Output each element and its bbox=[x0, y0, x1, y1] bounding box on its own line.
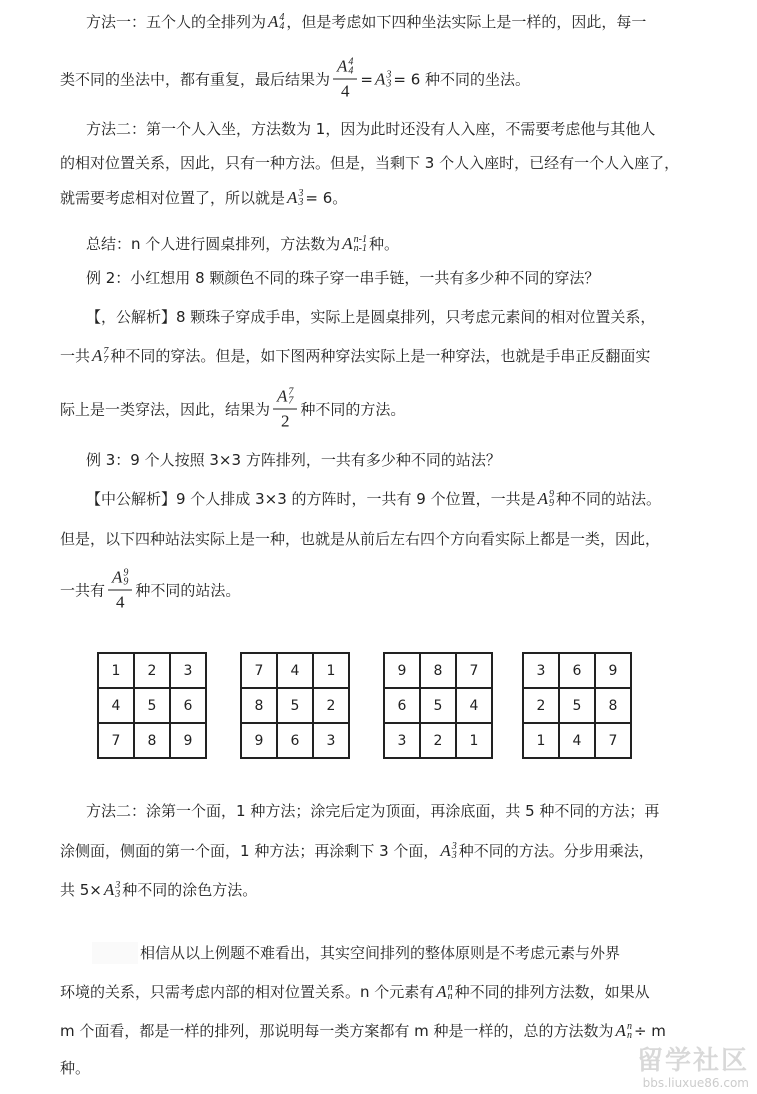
fraction bbox=[108, 568, 132, 613]
superscript: n bbox=[626, 1021, 632, 1032]
subscript: 3 bbox=[115, 889, 121, 900]
superscript: 3 bbox=[115, 880, 121, 891]
grid-cell: 5 bbox=[559, 688, 595, 723]
text-run: 的相对位置关系，因此，只有一种方法。但是，当剩下 3 个人入座时，已经有一个人入座了， bbox=[60, 154, 680, 172]
text-run: 类不同的坐法中，都有重复，最后结果为 bbox=[60, 70, 331, 88]
permutation-symbol bbox=[342, 234, 367, 254]
grid-cell: 3 bbox=[170, 653, 206, 688]
symbol-indices bbox=[288, 388, 293, 406]
symbol-indices bbox=[386, 70, 391, 88]
text-line bbox=[60, 880, 257, 900]
text-run: 种不同的站法。 bbox=[135, 581, 241, 599]
symbol-base: A bbox=[374, 69, 386, 88]
symbol-base: A bbox=[287, 188, 298, 207]
text-run: 一共有 bbox=[60, 581, 106, 599]
symbol-base: A bbox=[337, 56, 348, 76]
text-run: 相信从以上例题不难看出，其实空间排列的整体原则是不考虑元素与外界 bbox=[140, 944, 621, 962]
text-run: 【中公解析】9 个人排成 3×3 的方阵时，一共有 9 个位置，一共是 bbox=[86, 490, 536, 508]
superscript: 9 bbox=[548, 489, 554, 500]
number-grid bbox=[240, 652, 350, 759]
symbol-base: A bbox=[277, 386, 288, 406]
text-run: 【，公解析】8 颗珠子穿成手串，实际上是圆桌排列，只考虑元素间的相对位置关系， bbox=[86, 308, 656, 326]
grid-cell: 9 bbox=[595, 653, 631, 688]
grid-cell: 9 bbox=[384, 653, 420, 688]
symbol-indices bbox=[354, 235, 367, 253]
text-line bbox=[86, 801, 659, 821]
grid-cell: 4 bbox=[98, 688, 134, 723]
symbol-indices bbox=[298, 189, 303, 207]
text-run: 种不同的穿法。但是，如下图两种穿法实际上是一种穿法，也就是手串正反翻面实 bbox=[110, 347, 651, 365]
superscript: 9 bbox=[123, 567, 129, 579]
fraction-numerator bbox=[273, 387, 297, 410]
symbol-indices bbox=[348, 58, 353, 76]
text-run: 种不同的排列方法数，如果从 bbox=[454, 983, 650, 1001]
text-run: = 6 种不同的坐法。 bbox=[393, 70, 531, 88]
obscured-text bbox=[92, 942, 138, 964]
text-line bbox=[86, 268, 599, 288]
grid-cell: 8 bbox=[241, 688, 277, 723]
text-run: 际上是一类穿法，因此，结果为 bbox=[60, 400, 271, 418]
text-line bbox=[86, 119, 655, 139]
subscript: n bbox=[626, 1030, 632, 1041]
subscript: 9 bbox=[548, 498, 554, 509]
permutation-symbol bbox=[616, 1021, 632, 1041]
superscript: 7 bbox=[103, 346, 109, 357]
watermark bbox=[637, 1046, 749, 1090]
text-run: = bbox=[360, 70, 373, 88]
superscript: n bbox=[447, 982, 453, 993]
grid-cell: 6 bbox=[277, 723, 313, 758]
text-run: 总结：n 个人进行圆桌排列，方法数为 bbox=[86, 235, 341, 253]
symbol-base: A bbox=[112, 567, 123, 587]
fraction-denominator: 4 bbox=[115, 592, 125, 612]
permutation-symbol bbox=[375, 69, 391, 89]
symbol-indices bbox=[452, 842, 457, 860]
subscript: 4 bbox=[348, 65, 354, 77]
permutation-symbol bbox=[277, 387, 293, 407]
fraction bbox=[333, 57, 357, 102]
grid-cell: 1 bbox=[98, 653, 134, 688]
grid-cell: 2 bbox=[313, 688, 349, 723]
text-line bbox=[86, 489, 661, 509]
superscript: n-1 bbox=[353, 234, 368, 245]
symbol-indices bbox=[123, 569, 128, 587]
text-line bbox=[86, 12, 646, 32]
grid-cell: 5 bbox=[277, 688, 313, 723]
subscript: 3 bbox=[386, 78, 392, 89]
fraction-denominator: 2 bbox=[280, 411, 290, 431]
text-line bbox=[60, 387, 405, 432]
permutation-symbol bbox=[112, 568, 128, 588]
superscript: 7 bbox=[288, 386, 294, 398]
fraction-denominator: 4 bbox=[340, 81, 350, 101]
grid-cell: 5 bbox=[134, 688, 170, 723]
fraction-numerator bbox=[108, 568, 132, 591]
subscript: 4 bbox=[279, 21, 285, 32]
symbol-base: A bbox=[537, 489, 548, 508]
permutation-symbol bbox=[104, 880, 120, 900]
grid-cell: 2 bbox=[523, 688, 559, 723]
grid-cell: 7 bbox=[456, 653, 492, 688]
text-run: 例 3：9 个人按照 3×3 方阵排列，一共有多少种不同的站法？ bbox=[86, 451, 501, 469]
symbol-indices bbox=[549, 490, 554, 508]
number-grid bbox=[522, 652, 632, 759]
superscript: 4 bbox=[348, 56, 354, 68]
text-run: 方法二：第一个人入坐，方法数为 1，因为此时还没有人入座，不需要考虑他与其他人 bbox=[86, 120, 656, 138]
symbol-indices bbox=[103, 347, 108, 365]
symbol-base: A bbox=[92, 346, 103, 365]
text-line bbox=[86, 307, 655, 327]
symbol-indices bbox=[279, 13, 284, 31]
text-line bbox=[86, 450, 501, 470]
text-line bbox=[60, 982, 650, 1002]
text-line bbox=[60, 841, 654, 861]
symbol-indices bbox=[448, 983, 453, 1001]
grid-cell: 4 bbox=[559, 723, 595, 758]
text-run: 环境的关系，只需考虑内部的相对位置关系。n 个元素有 bbox=[60, 983, 435, 1001]
grid-cell: 9 bbox=[170, 723, 206, 758]
text-run: 种。 bbox=[369, 235, 400, 253]
grid-cell: 4 bbox=[277, 653, 313, 688]
text-run: 方法二：涂第一个面，1 种方法；涂完后定为顶面，再涂底面，共 5 种不同的方法；再 bbox=[86, 802, 660, 820]
text-line bbox=[140, 943, 620, 963]
superscript: 4 bbox=[279, 12, 285, 23]
grid-cell: 5 bbox=[420, 688, 456, 723]
watermark-url: bbs.liuxue86.com bbox=[642, 1076, 749, 1090]
text-run: ÷ m bbox=[633, 1022, 666, 1040]
text-run: 就需要考虑相对位置了，所以就是 bbox=[60, 189, 286, 207]
grid-cell: 1 bbox=[523, 723, 559, 758]
text-run: 种。 bbox=[60, 1059, 91, 1077]
text-line bbox=[86, 234, 399, 254]
grid-cell: 7 bbox=[241, 653, 277, 688]
subscript: 3 bbox=[451, 850, 457, 861]
grid-cell: 8 bbox=[595, 688, 631, 723]
grid-cell: 3 bbox=[523, 653, 559, 688]
fraction bbox=[273, 387, 297, 432]
subscript: n-1 bbox=[353, 243, 368, 254]
subscript: 3 bbox=[298, 197, 304, 208]
grid-cell: 8 bbox=[420, 653, 456, 688]
permutation-symbol bbox=[440, 841, 456, 861]
grid-cell: 3 bbox=[313, 723, 349, 758]
superscript: 3 bbox=[298, 188, 304, 199]
symbol-indices bbox=[627, 1022, 632, 1040]
text-run: 种不同的涂色方法。 bbox=[122, 881, 258, 899]
text-run: 共 5× bbox=[60, 881, 102, 899]
grid-cell: 8 bbox=[134, 723, 170, 758]
grid-cell: 6 bbox=[170, 688, 206, 723]
text-run: 但是，以下四种站法实际上是一种，也就是从前后左右四个方向看实际上都是一类，因此， bbox=[60, 530, 661, 548]
symbol-base: A bbox=[268, 12, 279, 31]
subscript: n bbox=[447, 991, 453, 1002]
permutation-symbol bbox=[538, 489, 554, 509]
symbol-base: A bbox=[436, 982, 447, 1001]
fraction-numerator bbox=[333, 57, 357, 80]
grid-cell: 2 bbox=[420, 723, 456, 758]
symbol-indices bbox=[115, 881, 120, 899]
subscript: 7 bbox=[288, 395, 294, 407]
text-run: = 6。 bbox=[305, 189, 348, 207]
subscript: 7 bbox=[103, 355, 109, 366]
subscript: 9 bbox=[123, 576, 129, 588]
grid-cell: 7 bbox=[595, 723, 631, 758]
text-run: 种不同的方法。分步用乘法， bbox=[458, 842, 654, 860]
text-run: 涂侧面，侧面的第一个面，1 种方法；再涂剩下 3 个面， bbox=[60, 842, 439, 860]
symbol-base: A bbox=[440, 841, 451, 860]
grid-cell: 7 bbox=[98, 723, 134, 758]
permutation-symbol bbox=[337, 57, 353, 77]
grid-cell: 1 bbox=[313, 653, 349, 688]
watermark-logo: 留学社区 bbox=[636, 1046, 749, 1076]
text-run: 一共 bbox=[60, 347, 91, 365]
grid-cell: 6 bbox=[384, 688, 420, 723]
text-line bbox=[60, 1021, 666, 1041]
text-run: m 个面看，都是一样的排列，那说明每一类方案都有 m 种是一样的，总的方法数为 bbox=[60, 1022, 614, 1040]
permutation-symbol bbox=[92, 346, 108, 366]
grid-cell: 3 bbox=[384, 723, 420, 758]
text-line bbox=[60, 346, 650, 366]
text-line bbox=[60, 153, 679, 173]
grid-cell: 9 bbox=[241, 723, 277, 758]
symbol-base: A bbox=[342, 234, 353, 253]
number-grid bbox=[97, 652, 207, 759]
symbol-base: A bbox=[615, 1021, 626, 1040]
number-grid bbox=[383, 652, 493, 759]
grid-cell: 4 bbox=[456, 688, 492, 723]
text-run: 种不同的方法。 bbox=[300, 400, 406, 418]
permutation-symbol bbox=[287, 188, 303, 208]
text-line bbox=[60, 1058, 90, 1078]
text-line bbox=[60, 188, 347, 208]
text-run: 例 2：小红想用 8 颗颜色不同的珠子穿一串手链，一共有多少种不同的穿法？ bbox=[86, 269, 600, 287]
symbol-base: A bbox=[103, 880, 115, 899]
text-line bbox=[60, 57, 530, 102]
text-run: ，但是考虑如下四种坐法实际上是一样的，因此，每一 bbox=[286, 13, 647, 31]
permutation-symbol bbox=[268, 12, 284, 32]
superscript: 3 bbox=[451, 841, 457, 852]
text-run: 种不同的站法。 bbox=[555, 490, 661, 508]
grid-cell: 2 bbox=[134, 653, 170, 688]
text-run: 方法一：五个人的全排列为 bbox=[86, 13, 267, 31]
text-line bbox=[60, 568, 240, 613]
text-line bbox=[60, 529, 660, 549]
permutation-symbol bbox=[436, 982, 452, 1002]
grid-cell: 6 bbox=[559, 653, 595, 688]
superscript: 3 bbox=[386, 69, 392, 80]
grid-cell: 1 bbox=[456, 723, 492, 758]
